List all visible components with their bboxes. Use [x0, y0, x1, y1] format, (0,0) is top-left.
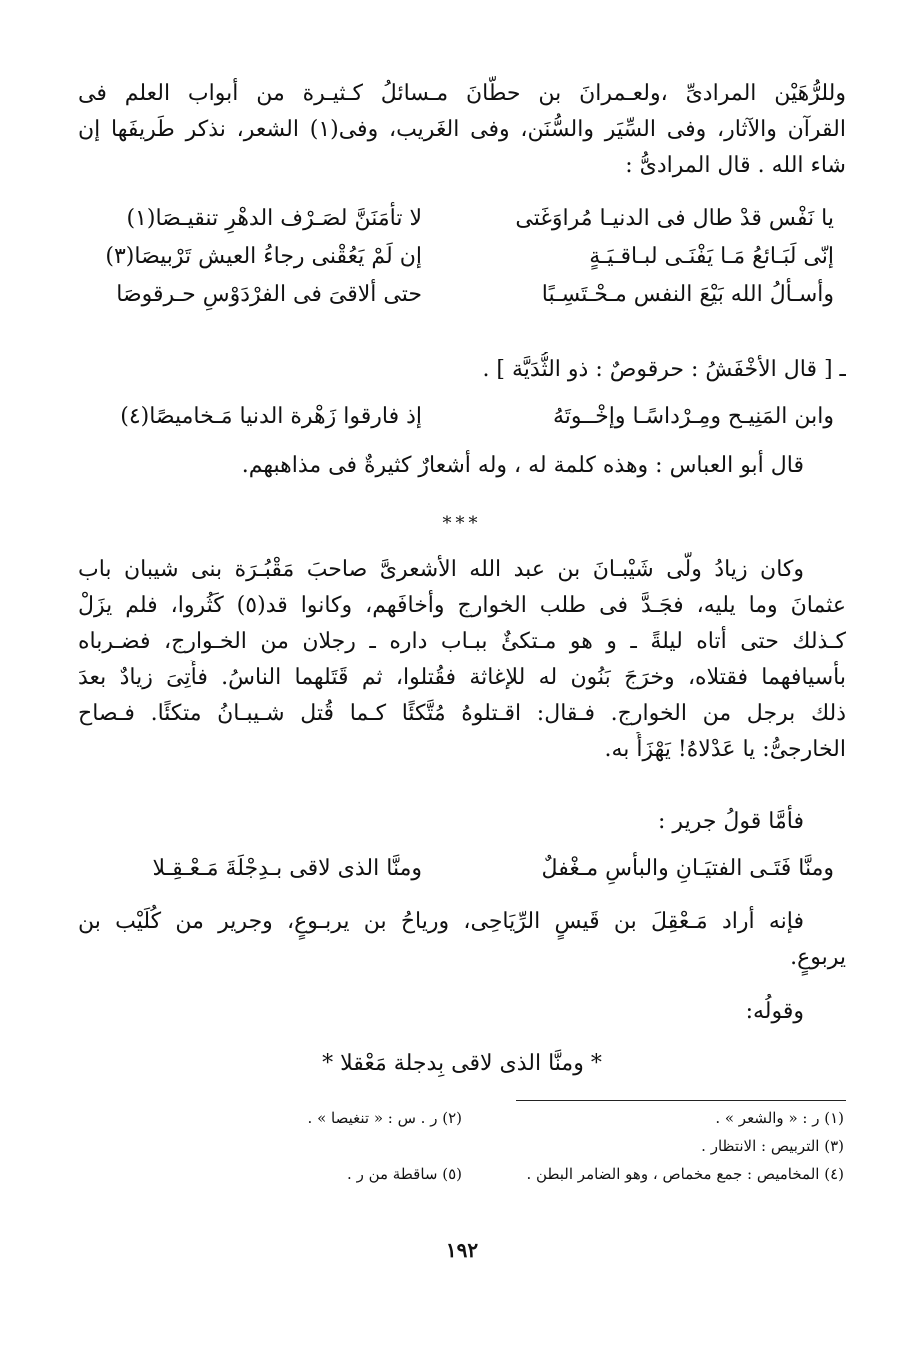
footnote-4: (٤) المخاميص : جمع مخماص ، وهو الضامر البطن . — [526, 1165, 844, 1183]
poem-muradi — [78, 200, 846, 314]
hemistich-second: إن لَمْ يَعُقْنى رجاءُ العيش تَرْبيصَا(٣) — [105, 244, 422, 269]
verse-line — [78, 200, 846, 238]
text-line: ذلك برجل من الخوارج. فـقال: اقـتلوهُ مُتَّكئًا كـما قُتل شـيبـانُ متكئًا. فـصاح — [78, 701, 846, 726]
akhfash-note — [78, 352, 846, 388]
poem-jarir — [78, 850, 846, 888]
footnote-line — [80, 1106, 844, 1130]
footnote-empty — [80, 1134, 462, 1158]
text-line: عثمانَ وما يليه، فجَـدَّ فى طلب الخوارج وأخافَهم، وكانوا قد(٥) كَثُروا، فلم يزَلْ — [78, 593, 846, 618]
page-number: ١٩٢ — [445, 1238, 479, 1262]
verse-line — [78, 276, 846, 314]
hemistich-second: لا تأمَنَنَّ لصَـرْف الدهْرِ تنقيـصَا(١) — [126, 206, 422, 231]
hemistich-second: إذ فارقوا زَهْرة الدنيا مَـخاميصًا(٤) — [120, 404, 422, 429]
hemistich-second: ومنَّا الذى لاقى بـدِجْلَةَ مَـعْـقِـلا — [152, 856, 422, 881]
text-line: وللرُّهَيْن المرادىِّ ،ولعـمرانَ بن حطّانَ مـسائلُ كـثيـرة من أبواب العلم فى — [78, 81, 846, 106]
hemistich-second: حتى ألاقىَ فى الفرْدَوْسِ حـرقوصَا — [116, 282, 422, 307]
verse-line — [78, 398, 846, 436]
text-line: قال أبو العباس : وهذه كلمة له ، وله أشعارٌ كثيرةٌ فى مذاهبهم. — [241, 453, 804, 478]
hemistich-first: إنّى لَبَـائعُ مَـا يَفْنَـى لبـاقـيَـةٍ — [589, 244, 834, 269]
footnote-1: (١) ر : « والشعر » . — [715, 1109, 844, 1127]
poem-second — [78, 398, 846, 436]
text-line: القرآن والآثار، وفى السِّيَر والسُّنَن، وفى الغَريب، وفى(١) الشعر، نذكر طَريفَها إن — [78, 117, 846, 142]
quoted-hemistich — [78, 1046, 846, 1082]
text-line: شاء الله . قال المرادىُّ : — [625, 153, 846, 178]
abbas-comment — [78, 448, 846, 484]
verse-line — [78, 850, 846, 888]
verse-line — [78, 238, 846, 276]
section-separator — [78, 506, 846, 542]
hemistich-first: يا نَفْس قدْ طال فى الدنيـا مُراوَغَتى — [515, 206, 834, 231]
text-line: الخارجىُّ: يا عَدْلاهُ! يَهْزَأُ به. — [604, 737, 846, 762]
hemistich-first: ومنَّا فَتَـى الفتيَـانِ والبأسِ مـغْفلٌ — [541, 856, 834, 881]
text-line: فأمَّا قولُ جرير : — [658, 809, 804, 834]
footnote-divider — [516, 1100, 846, 1101]
paragraph-intro — [78, 76, 846, 184]
footnote-2: (٢) ر . س : « تنغيصا » . — [307, 1109, 462, 1127]
hemistich-first: وابن المَنِيـح ومِـرْداسًـا وإخْــوتَهُ — [552, 404, 834, 429]
hemistich-first: وأسـألُ الله بَيْعَ النفس مـحْـتَسِـبًا — [541, 282, 834, 307]
text-line: بأسيافهما فقتلاه، وخرَجَ بَنُون له للإغاثة فقُتلوا، ثم قَتَلهما الناسُ. فأُتِىَ زيادٌ بعدَ — [78, 665, 846, 690]
text-line: وقولُه: — [745, 999, 804, 1024]
paragraph-ziyad — [78, 552, 846, 768]
footnote-5: (٥) ساقطة من ر . — [347, 1165, 462, 1183]
footnote-line — [80, 1134, 844, 1158]
text-line: ـ [ قال الأخْفَشُ : حرقوصٌ : ذو الثُّدَيَّة ] . — [482, 357, 846, 382]
footnote-3: (٣) التربيص : الانتظار . — [701, 1137, 844, 1155]
jarir-intro — [78, 804, 846, 840]
text-line: فإنه أراد مَـعْقِلَ بن قَيسٍ الرِّيَاحِى، ورياحُ بن يربـوعٍ، وجرير من كُلَيْب بن — [78, 909, 804, 934]
text-line: كـذلك حتى أتاه ليلةً ـ و هو مـتكئٌ ببـاب داره ـ رجلان من الخـوارج، فضـرباه — [78, 629, 846, 654]
text-line: وكان زيادُ ولَّى شَيْبـانَ بن عبد الله الأشعرىَّ صاحبَ مَقْبُـرَة بنى شيبان باب — [78, 557, 804, 582]
paragraph-maqil — [78, 904, 846, 976]
footnote-line — [80, 1162, 844, 1186]
asterisk-separator: *** — [442, 513, 482, 534]
qawluhu-line — [78, 994, 846, 1030]
text-line: يربوعٍ. — [790, 945, 846, 970]
text-line: * ومنَّا الذى لاقى بِدجلة مَعْقلا * — [322, 1051, 602, 1076]
